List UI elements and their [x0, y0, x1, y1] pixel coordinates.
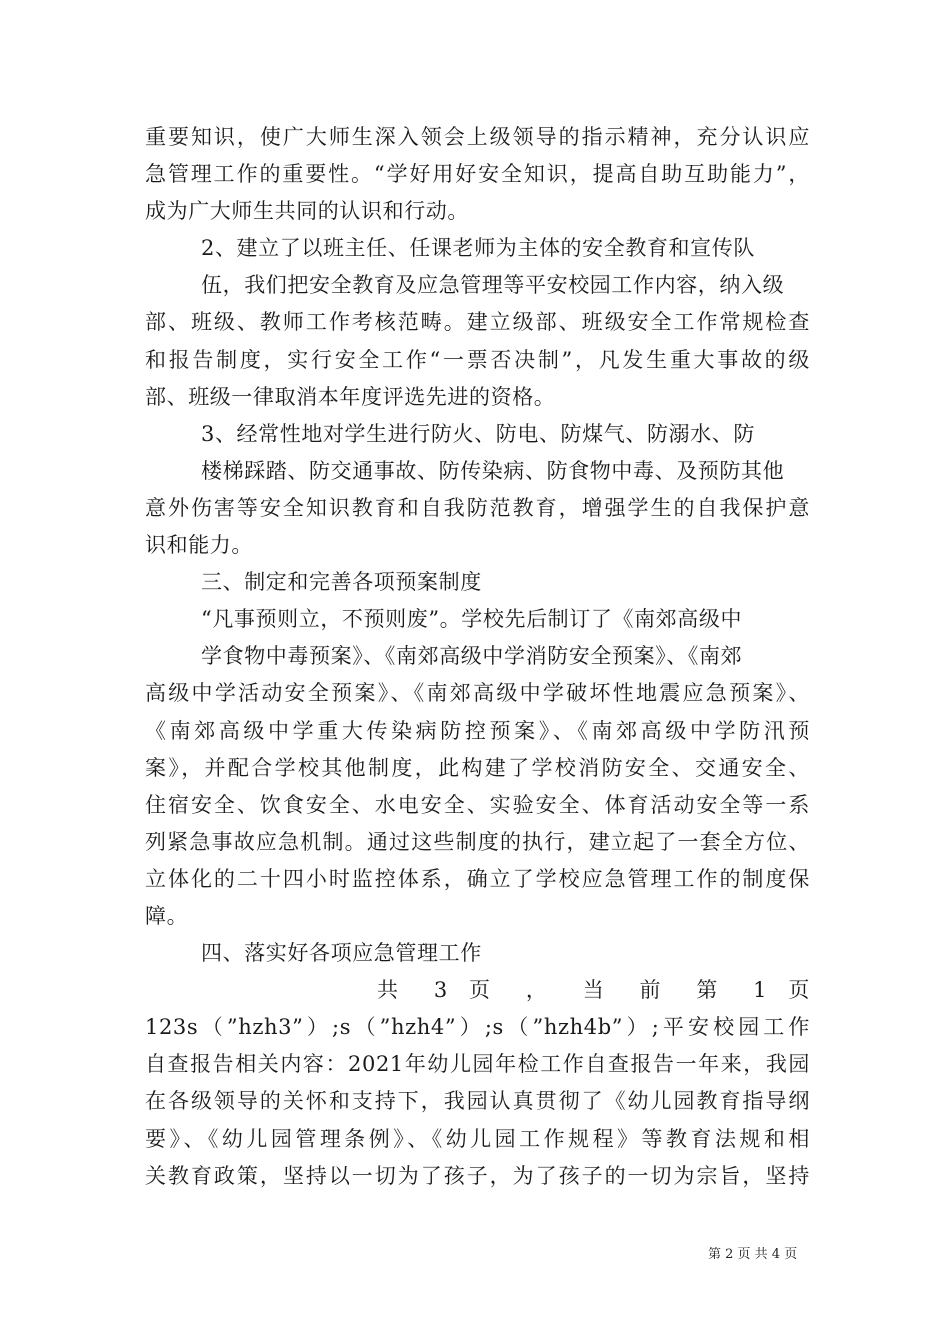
body-line-16: 高级中学活动安全预案》、《南郊高级中学破坏性地震应急预案》、 — [145, 681, 810, 706]
document-body — [145, 119, 810, 1195]
body-line-1: 重要知识，使广大师生深入领会上级领导的指示精神，充分认识应 — [145, 125, 810, 149]
body-line-19: 住宿安全、饮食安全、水电安全、实验安全、体育活动安全等一系 — [145, 792, 810, 817]
body-line-10: 楼梯踩踏、防交通事故、防传染病、防食物中毒、及预防其他 — [201, 458, 785, 483]
body-line-3: 成为广大师生共同的认识和行动。 — [145, 199, 469, 224]
body-line-2: 急管理工作的重要性。“学好用好安全知识，提高自助互助能力”， — [145, 162, 810, 187]
body-line-4: 2、建立了以班主任、任课老师为主体的安全教育和宣传队 — [201, 236, 755, 261]
body-line-12: 识和能力。 — [145, 533, 253, 558]
inline-page-count: 共 3 页 ， 当 前 第 1 页 — [377, 978, 810, 1003]
body-line-9: 3、经常性地对学生进行防火、防电、防煤气、防溺水、防 — [201, 421, 755, 446]
section-heading-3: 三、制定和完善各项预案制度 — [201, 570, 482, 595]
body-line-15: 学食物中毒预案》、《南郊高级中学消防安全预案》、《南郊 — [201, 644, 743, 669]
body-line-14: “凡事预则立，不预则废”。学校先后制订了《南郊高级中 — [201, 607, 743, 632]
body-line-21: 立体化的二十四小时监控体系，确立了学校应急管理工作的制度保 — [145, 866, 810, 891]
body-line-26: 自查报告相关内容：2021年幼儿园年检工作自查报告一年来，我园 — [145, 1052, 810, 1077]
section-heading-4: 四、落实好各项应急管理工作 — [201, 941, 482, 966]
body-line-28: 要》、《幼儿园管理条例》、《幼儿园工作规程》等教育法规和相 — [145, 1126, 810, 1151]
body-line-7: 和报告制度，实行安全工作“一票否决制”，凡发生重大事故的级 — [145, 347, 810, 372]
body-line-17: 《南郊高级中学重大传染病防控预案》、《南郊高级中学防汛预 — [145, 718, 810, 743]
body-line-8: 部、班级一律取消本年度评选先进的资格。 — [145, 384, 556, 409]
body-line-6: 部、班级、教师工作考核范畴。建立级部、班级安全工作常规检查 — [145, 310, 810, 335]
body-line-11: 意外伤害等安全知识教育和自我防范教育，增强学生的自我保护意 — [145, 495, 810, 520]
body-line-22: 障。 — [145, 903, 189, 928]
body-line-29: 关教育政策，坚持以一切为了孩子，为了孩子的一切为宗旨，坚持 — [145, 1163, 810, 1188]
body-line-18: 案》，并配合学校其他制度，此构建了学校消防安全、交通安全、 — [145, 755, 810, 780]
page-footer-label: 第 2 页 共 4 页 — [708, 1247, 798, 1262]
body-line-27: 在各级领导的关怀和支持下，我园认真贯彻了《幼儿园教育指导纲 — [145, 1089, 810, 1114]
body-line-25: 123s（”hzh3”）;s（”hzh4”）;s（”hzh4b”）;平安校园工作 — [145, 1015, 810, 1040]
body-line-20: 列紧急事故应急机制。通过这些制度的执行，建立起了一套全方位、 — [145, 829, 810, 854]
body-line-5: 伍，我们把安全教育及应急管理等平安校园工作内容，纳入级 — [201, 273, 785, 298]
